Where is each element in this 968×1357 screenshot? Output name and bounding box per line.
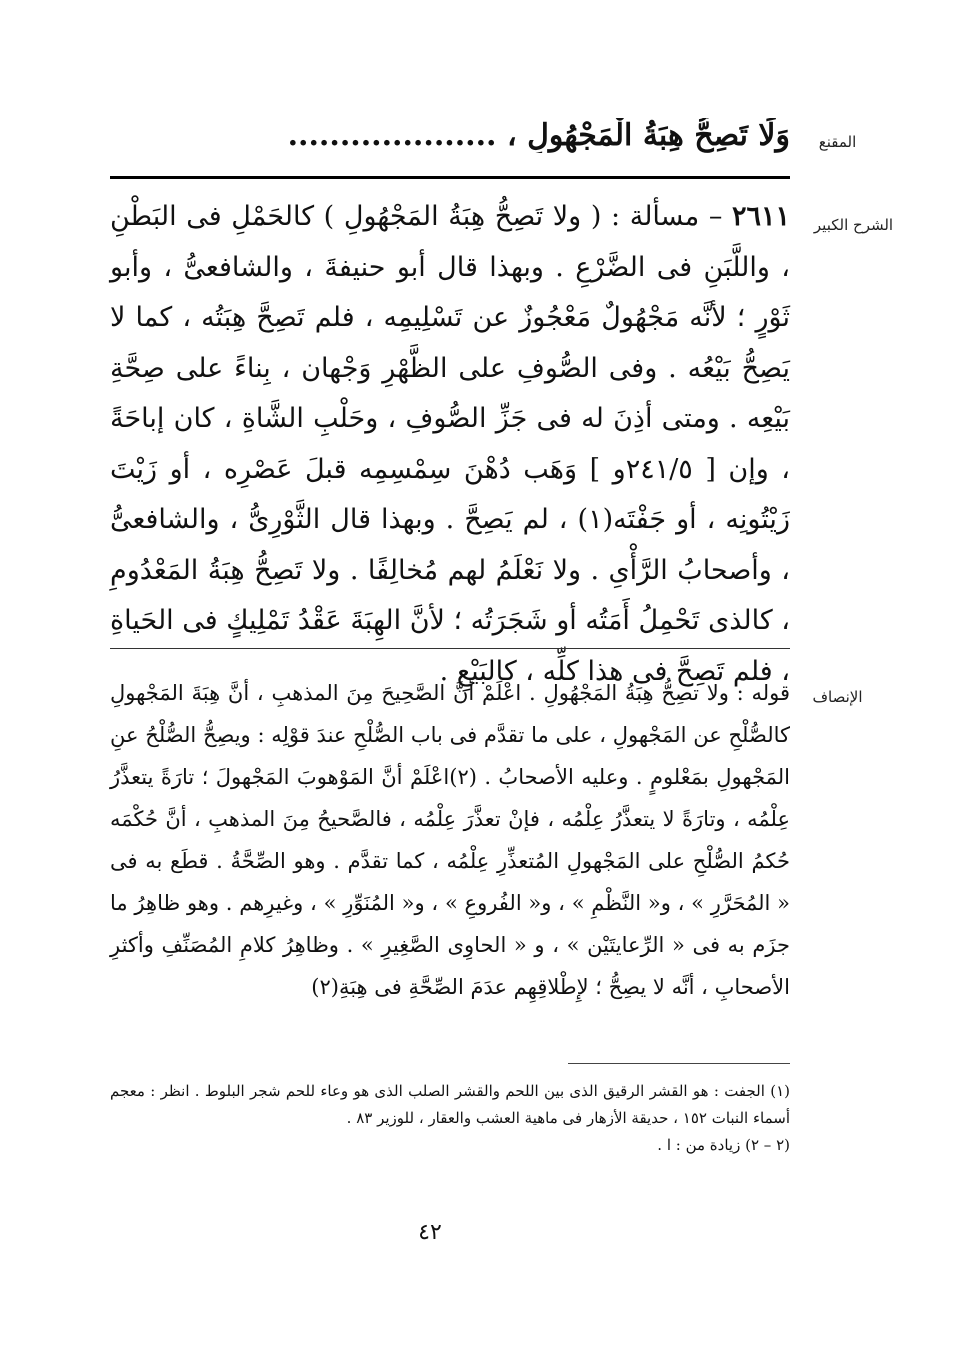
- issue-number: ٢٦١١: [731, 201, 790, 232]
- sharh-paragraph: [110, 192, 790, 697]
- footnote-rule: [568, 1063, 790, 1064]
- footnote-2: (٢ – ٢) زيادة من : ا .: [657, 1136, 790, 1154]
- page-number: ٤٢: [418, 1220, 442, 1245]
- leader-dots: ....................: [287, 118, 497, 153]
- muqni-heading: [110, 118, 790, 153]
- muqni-text: وَلَا تَصِحُّ هِبَةُ الْمَجْهُولِ ،: [506, 118, 790, 153]
- footnotes: [110, 1078, 790, 1159]
- label-sharh: الشرح الكبير: [813, 216, 894, 234]
- heading-rule: [110, 176, 790, 179]
- footnote-1: (١) الجفت : هو القشر الرقيق الذى بين اللحم والقشر الصلب الذى هو وعاء للحم شجر البلوط . انظر : معجم أسماء النبات ١٥٢ ، حديقة الأزهار فى ماهية العشب والعقار ، للوزير ٨٣ .: [110, 1082, 790, 1127]
- label-insaf: الإنصاف: [812, 688, 863, 706]
- sharh-text: – مسألة : ( ولا تَصِحُّ هِبَةُ المَجْهُولِ ) كالحَمْلِ فى البَطْنِ ، واللَّبَنِ فى الضَّرْعِ . وبهذا قال أبو حنيفةَ ، والشافعىُّ ، وأبو ثَوْرٍ ؛ لأنَّه مَجْهُولٌ مَعْجُوزٌ عن تَسْلِيمِه ، فلم تَصِحَّ هِبَتُه ، كما لا يَصِحُّ بَيْعُه . وفى الصُّوفِ على الظَّهْرِ وَجْهان ، بِناءً على صِحَّةِ بَيْعِه . ومتى أذِنَ له فى جَزِّ الصُّوفِ ، وحَلْبِ الشَّاةِ ، كان إباحَةً ، وإن [ ٢٤١/٥و ] وَهَب دُهْنَ سِمْسِمِه قبلَ عَصْرِه ، أو زَيْتَ زَيْتُونِه ، أو جَفْتَه(١) ، لم يَصِحَّ . وبهذا قال الثَّوْرِىُّ ، والشافعىُّ ، وأصحابُ الرَّأْىِ . ولا نَعْلَمُ لهم مُخالِفًا . ولا تَصِحُّ هِبَةُ المَعْدُومِ ، كالذى تَحْمِلُ أَمَتُه أو شَجَرَتُه ؛ لأنَّ الهِبَةَ عَقْدُ تَمْلِيكٍ فى الحَياةِ ، فلم تَصِحَّ فى هذا كلِّه ، كالبَيْعِ .: [110, 201, 790, 687]
- label-muqni: المقنع: [818, 133, 857, 151]
- insaf-paragraph: قوله : ولا تصِحُّ هِبَةُ المَجْهُولِ . اعْلَمْ أنَّ الصَّحِيحَ مِنَ المذهبِ ، أنَّ هِبَةَ المَجْهولِ كالصُّلْحِ عن المَجْهولِ ، على ما تقدَّم فى باب الصُّلْحِ عندَ قوْلِه : ويصِحُّ الصُّلْحُ عنِ المَجْهولِ بمَعْلومٍ . وعليه الأصحابُ . (٢)اعْلَمْ أنَّ المَوْهوبَ المَجْهولَ ؛ تارَةً يتعذَّرُ عِلْمُه ، وتارَةً لا يتعذَّرُ عِلْمُه ، فإنْ تعذَّرَ عِلْمُه ، فالصَّحيحُ مِنَ المذهبِ ، أنَّ حُكْمَه حُكمُ الصُّلْحِ على المَجْهولِ المُتعذِّرِ عِلْمُه ، كما تقدَّم . وهو الصِّحَّةُ . قطَع به فى « المُحَرَّرِ » ، و« النَّظْمِ » ، و« الفُروعِ » ، و« المُنَوِّرِ » ، وغيرِهم . وهو ظاهِرُ ما جزَم به فى « الرِّعايتَيْن » ، و « الحاوِى الصَّغِيرِ » . وظاهِرُ كلامِ المُصَنِّفِ وأكثرِ الأصحابِ ، أنَّه لا يصِحُّ ؛ لإِطْلاقِهِم عدَمَ الصِّحَّةِ فى هِبَةِ(٢): [110, 681, 790, 999]
- section-divider: [110, 648, 790, 649]
